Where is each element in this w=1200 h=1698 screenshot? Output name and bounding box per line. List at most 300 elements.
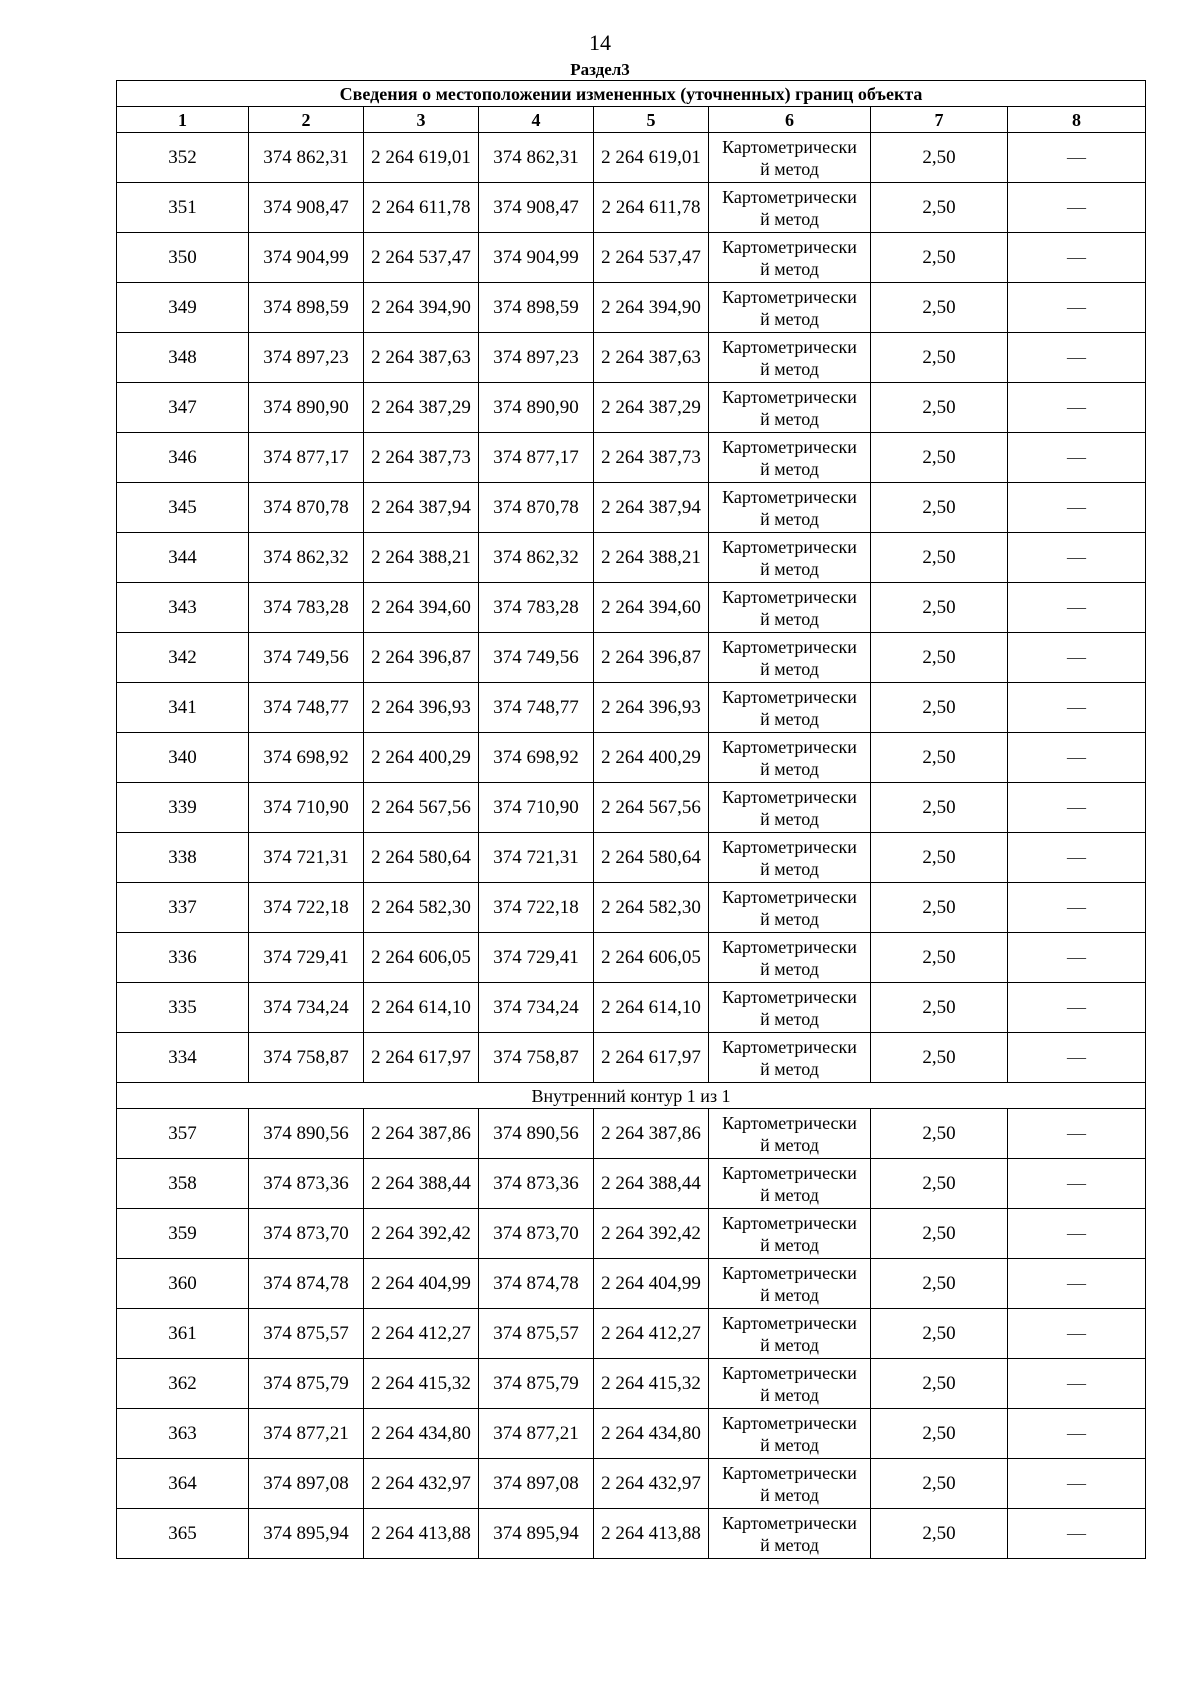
table-row [117,683,1146,733]
description-cell: — [1008,383,1146,433]
method-cell [709,483,871,533]
y-refined-cell: 2 264 606,05 [594,933,709,983]
precision-cell: 2,50 [871,783,1008,833]
description-cell: — [1008,783,1146,833]
description-cell: — [1008,1409,1146,1459]
column-header-row [117,107,1146,133]
x-existing-cell: 374 698,92 [249,733,364,783]
y-refined-cell: 2 264 404,99 [594,1259,709,1309]
coordinates-table [116,80,1146,1559]
y-existing-cell: 2 264 582,30 [364,883,479,933]
precision-cell: 2,50 [871,1033,1008,1083]
y-refined-cell: 2 264 394,90 [594,283,709,333]
point-number-cell: 335 [117,983,249,1033]
table-row [117,1033,1146,1083]
inner-contour-row [117,1083,1146,1109]
precision-cell: 2,50 [871,733,1008,783]
description-cell: — [1008,1109,1146,1159]
y-existing-cell: 2 264 580,64 [364,833,479,883]
point-number-cell: 338 [117,833,249,883]
method-text-line: Картометрически [722,536,857,557]
table-row [117,483,1146,533]
x-existing-cell: 374 877,21 [249,1409,364,1459]
point-number-cell: 363 [117,1409,249,1459]
precision-cell: 2,50 [871,933,1008,983]
x-refined-cell: 374 729,41 [479,933,594,983]
x-refined-cell: 374 890,56 [479,1109,594,1159]
y-existing-cell: 2 264 387,29 [364,383,479,433]
x-refined-cell: 374 873,36 [479,1159,594,1209]
table-title-row [117,81,1146,107]
column-header: 6 [709,107,871,133]
method-cell [709,833,871,883]
method-text-line: Картометрически [722,1362,857,1383]
point-number-cell: 346 [117,433,249,483]
y-existing-cell: 2 264 567,56 [364,783,479,833]
description-cell: — [1008,633,1146,683]
point-number-cell: 359 [117,1209,249,1259]
method-text-line: й метод [760,1284,819,1305]
method-text-line: Картометрически [722,136,857,157]
x-refined-cell: 374 748,77 [479,683,594,733]
method-text-line: Картометрически [722,936,857,957]
y-existing-cell: 2 264 611,78 [364,183,479,233]
x-refined-cell: 374 698,92 [479,733,594,783]
method-cell [709,1459,871,1509]
y-refined-cell: 2 264 582,30 [594,883,709,933]
method-text-line: Картометрически [722,1162,857,1183]
table-row [117,133,1146,183]
x-existing-cell: 374 877,17 [249,433,364,483]
x-existing-cell: 374 904,99 [249,233,364,283]
x-existing-cell: 374 722,18 [249,883,364,933]
precision-cell: 2,50 [871,1359,1008,1409]
y-refined-cell: 2 264 387,94 [594,483,709,533]
y-refined-cell: 2 264 617,97 [594,1033,709,1083]
description-cell: — [1008,583,1146,633]
method-text-line: й метод [760,1008,819,1029]
precision-cell: 2,50 [871,483,1008,533]
y-existing-cell: 2 264 388,44 [364,1159,479,1209]
description-cell: — [1008,183,1146,233]
method-text-line: Картометрически [722,436,857,457]
table-row [117,983,1146,1033]
method-text-line: й метод [760,258,819,279]
precision-cell: 2,50 [871,1109,1008,1159]
x-existing-cell: 374 875,57 [249,1309,364,1359]
precision-cell: 2,50 [871,383,1008,433]
y-refined-cell: 2 264 396,93 [594,683,709,733]
method-cell [709,533,871,583]
x-existing-cell: 374 749,56 [249,633,364,683]
description-cell: — [1008,1209,1146,1259]
method-cell [709,1359,871,1409]
method-cell [709,183,871,233]
table-row [117,333,1146,383]
method-text-line: Картометрически [722,886,857,907]
method-cell [709,333,871,383]
description-cell: — [1008,883,1146,933]
method-cell [709,133,871,183]
point-number-cell: 339 [117,783,249,833]
y-refined-cell: 2 264 387,73 [594,433,709,483]
table-row [117,833,1146,883]
x-refined-cell: 374 890,90 [479,383,594,433]
precision-cell: 2,50 [871,283,1008,333]
y-refined-cell: 2 264 412,27 [594,1309,709,1359]
method-text-line: Картометрически [722,1212,857,1233]
y-existing-cell: 2 264 434,80 [364,1409,479,1459]
table-row [117,283,1146,333]
point-number-cell: 362 [117,1359,249,1409]
table-row [117,1409,1146,1459]
y-existing-cell: 2 264 392,42 [364,1209,479,1259]
point-number-cell: 343 [117,583,249,633]
method-text-line: й метод [760,758,819,779]
method-cell [709,1309,871,1359]
point-number-cell: 349 [117,283,249,333]
method-text-line: й метод [760,608,819,629]
x-refined-cell: 374 722,18 [479,883,594,933]
column-header: 7 [871,107,1008,133]
precision-cell: 2,50 [871,883,1008,933]
y-existing-cell: 2 264 412,27 [364,1309,479,1359]
method-cell [709,583,871,633]
precision-cell: 2,50 [871,1159,1008,1209]
description-cell: — [1008,133,1146,183]
y-existing-cell: 2 264 619,01 [364,133,479,183]
y-existing-cell: 2 264 537,47 [364,233,479,283]
point-number-cell: 351 [117,183,249,233]
x-existing-cell: 374 898,59 [249,283,364,333]
method-cell [709,283,871,333]
point-number-cell: 348 [117,333,249,383]
method-cell [709,783,871,833]
x-refined-cell: 374 870,78 [479,483,594,533]
method-cell [709,383,871,433]
y-existing-cell: 2 264 415,32 [364,1359,479,1409]
method-text-line: й метод [760,358,819,379]
description-cell: — [1008,1033,1146,1083]
x-refined-cell: 374 721,31 [479,833,594,883]
method-text-line: й метод [760,1058,819,1079]
y-refined-cell: 2 264 396,87 [594,633,709,683]
point-number-cell: 361 [117,1309,249,1359]
method-text-line: й метод [760,858,819,879]
method-text-line: Картометрически [722,1412,857,1433]
x-refined-cell: 374 862,32 [479,533,594,583]
table-body [117,133,1146,1559]
precision-cell: 2,50 [871,983,1008,1033]
method-text-line: Картометрически [722,586,857,607]
method-text-line: й метод [760,1534,819,1555]
column-header: 8 [1008,107,1146,133]
method-text-line: й метод [760,408,819,429]
y-refined-cell: 2 264 434,80 [594,1409,709,1459]
table-row [117,883,1146,933]
y-refined-cell: 2 264 611,78 [594,183,709,233]
description-cell: — [1008,233,1146,283]
method-cell [709,1159,871,1209]
method-cell [709,1209,871,1259]
description-cell: — [1008,833,1146,883]
x-existing-cell: 374 758,87 [249,1033,364,1083]
table-row [117,233,1146,283]
column-header: 2 [249,107,364,133]
method-text-line: й метод [760,308,819,329]
x-refined-cell: 374 749,56 [479,633,594,683]
x-existing-cell: 374 897,23 [249,333,364,383]
method-text-line: Картометрически [722,736,857,757]
y-existing-cell: 2 264 387,86 [364,1109,479,1159]
x-existing-cell: 374 748,77 [249,683,364,733]
y-existing-cell: 2 264 394,90 [364,283,479,333]
table-row [117,183,1146,233]
method-cell [709,733,871,783]
column-header: 1 [117,107,249,133]
x-existing-cell: 374 873,70 [249,1209,364,1259]
method-text-line: Картометрически [722,1462,857,1483]
precision-cell: 2,50 [871,583,1008,633]
inner-contour-label: Внутренний контур 1 из 1 [117,1083,1146,1109]
point-number-cell: 345 [117,483,249,533]
table-row [117,533,1146,583]
description-cell: — [1008,733,1146,783]
method-text-line: й метод [760,808,819,829]
table-row [117,1309,1146,1359]
y-existing-cell: 2 264 396,87 [364,633,479,683]
method-text-line: Картометрически [722,1312,857,1333]
method-cell [709,1109,871,1159]
method-text-line: Картометрически [722,1512,857,1533]
description-cell: — [1008,1159,1146,1209]
method-text-line: Картометрически [722,186,857,207]
table-row [117,733,1146,783]
precision-cell: 2,50 [871,183,1008,233]
x-existing-cell: 374 862,31 [249,133,364,183]
x-refined-cell: 374 710,90 [479,783,594,833]
x-refined-cell: 374 783,28 [479,583,594,633]
point-number-cell: 344 [117,533,249,583]
table-row [117,633,1146,683]
table-row [117,933,1146,983]
method-text-line: Картометрически [722,986,857,1007]
method-text-line: й метод [760,908,819,929]
method-text-line: й метод [760,208,819,229]
table-row [117,1359,1146,1409]
method-text-line: Картометрически [722,336,857,357]
table-row [117,1209,1146,1259]
method-cell [709,933,871,983]
method-cell [709,433,871,483]
x-refined-cell: 374 874,78 [479,1259,594,1309]
x-refined-cell: 374 904,99 [479,233,594,283]
point-number-cell: 341 [117,683,249,733]
description-cell: — [1008,283,1146,333]
y-refined-cell: 2 264 619,01 [594,133,709,183]
table-title: Сведения о местоположении измененных (уточненных) границ объекта [117,81,1146,107]
x-existing-cell: 374 710,90 [249,783,364,833]
x-refined-cell: 374 908,47 [479,183,594,233]
description-cell: — [1008,533,1146,583]
point-number-cell: 336 [117,933,249,983]
x-refined-cell: 374 897,23 [479,333,594,383]
method-text-line: Картометрически [722,636,857,657]
x-existing-cell: 374 729,41 [249,933,364,983]
y-refined-cell: 2 264 394,60 [594,583,709,633]
y-refined-cell: 2 264 400,29 [594,733,709,783]
description-cell: — [1008,1359,1146,1409]
precision-cell: 2,50 [871,633,1008,683]
method-text-line: й метод [760,1384,819,1405]
description-cell: — [1008,1309,1146,1359]
y-existing-cell: 2 264 617,97 [364,1033,479,1083]
description-cell: — [1008,333,1146,383]
description-cell: — [1008,933,1146,983]
description-cell: — [1008,983,1146,1033]
precision-cell: 2,50 [871,133,1008,183]
table-row [117,1159,1146,1209]
x-existing-cell: 374 783,28 [249,583,364,633]
x-existing-cell: 374 862,32 [249,533,364,583]
point-number-cell: 357 [117,1109,249,1159]
x-existing-cell: 374 875,79 [249,1359,364,1409]
method-text-line: Картометрически [722,786,857,807]
method-text-line: й метод [760,1234,819,1255]
point-number-cell: 352 [117,133,249,183]
x-refined-cell: 374 862,31 [479,133,594,183]
x-refined-cell: 374 758,87 [479,1033,594,1083]
method-cell [709,233,871,283]
description-cell: — [1008,1459,1146,1509]
column-header: 4 [479,107,594,133]
y-refined-cell: 2 264 432,97 [594,1459,709,1509]
method-text-line: й метод [760,558,819,579]
method-text-line: Картометрически [722,386,857,407]
method-text-line: й метод [760,658,819,679]
precision-cell: 2,50 [871,433,1008,483]
column-header: 3 [364,107,479,133]
y-refined-cell: 2 264 415,32 [594,1359,709,1409]
x-existing-cell: 374 890,56 [249,1109,364,1159]
method-text-line: Картометрически [722,486,857,507]
y-refined-cell: 2 264 387,29 [594,383,709,433]
table-row [117,1259,1146,1309]
x-refined-cell: 374 897,08 [479,1459,594,1509]
method-text-line: Картометрически [722,836,857,857]
x-refined-cell: 374 877,17 [479,433,594,483]
method-cell [709,1509,871,1559]
point-number-cell: 347 [117,383,249,433]
y-refined-cell: 2 264 580,64 [594,833,709,883]
table-row [117,1459,1146,1509]
y-refined-cell: 2 264 614,10 [594,983,709,1033]
y-existing-cell: 2 264 413,88 [364,1509,479,1559]
method-cell [709,1409,871,1459]
point-number-cell: 364 [117,1459,249,1509]
y-refined-cell: 2 264 388,21 [594,533,709,583]
y-refined-cell: 2 264 392,42 [594,1209,709,1259]
x-refined-cell: 374 898,59 [479,283,594,333]
y-existing-cell: 2 264 404,99 [364,1259,479,1309]
method-text-line: й метод [760,158,819,179]
precision-cell: 2,50 [871,1209,1008,1259]
table-row [117,583,1146,633]
point-number-cell: 337 [117,883,249,933]
precision-cell: 2,50 [871,333,1008,383]
method-text-line: Картометрически [722,1036,857,1057]
x-refined-cell: 374 877,21 [479,1409,594,1459]
x-existing-cell: 374 890,90 [249,383,364,433]
y-refined-cell: 2 264 567,56 [594,783,709,833]
description-cell: — [1008,683,1146,733]
point-number-cell: 342 [117,633,249,683]
precision-cell: 2,50 [871,1459,1008,1509]
y-existing-cell: 2 264 388,21 [364,533,479,583]
precision-cell: 2,50 [871,833,1008,883]
method-cell [709,633,871,683]
method-cell [709,1259,871,1309]
table-row [117,783,1146,833]
method-text-line: Картометрически [722,1262,857,1283]
y-existing-cell: 2 264 606,05 [364,933,479,983]
method-text-line: й метод [760,1434,819,1455]
y-existing-cell: 2 264 400,29 [364,733,479,783]
method-text-line: Картометрически [722,236,857,257]
point-number-cell: 358 [117,1159,249,1209]
y-refined-cell: 2 264 413,88 [594,1509,709,1559]
precision-cell: 2,50 [871,1309,1008,1359]
point-number-cell: 350 [117,233,249,283]
precision-cell: 2,50 [871,683,1008,733]
description-cell: — [1008,483,1146,533]
y-existing-cell: 2 264 614,10 [364,983,479,1033]
y-existing-cell: 2 264 387,73 [364,433,479,483]
method-text-line: й метод [760,1134,819,1155]
method-text-line: й метод [760,508,819,529]
precision-cell: 2,50 [871,233,1008,283]
description-cell: — [1008,1259,1146,1309]
method-text-line: й метод [760,958,819,979]
precision-cell: 2,50 [871,1409,1008,1459]
method-cell [709,1033,871,1083]
y-refined-cell: 2 264 387,63 [594,333,709,383]
table-row [117,1509,1146,1559]
precision-cell: 2,50 [871,1259,1008,1309]
y-existing-cell: 2 264 387,63 [364,333,479,383]
description-cell: — [1008,433,1146,483]
x-existing-cell: 374 908,47 [249,183,364,233]
y-refined-cell: 2 264 387,86 [594,1109,709,1159]
x-existing-cell: 374 721,31 [249,833,364,883]
method-text-line: Картометрически [722,1112,857,1133]
x-refined-cell: 374 895,94 [479,1509,594,1559]
x-existing-cell: 374 734,24 [249,983,364,1033]
table-row [117,1109,1146,1159]
point-number-cell: 334 [117,1033,249,1083]
method-cell [709,683,871,733]
method-text-line: Картометрически [722,286,857,307]
y-existing-cell: 2 264 387,94 [364,483,479,533]
table-row [117,383,1146,433]
point-number-cell: 365 [117,1509,249,1559]
table-row [117,433,1146,483]
method-cell [709,983,871,1033]
description-cell: — [1008,1509,1146,1559]
x-refined-cell: 374 875,79 [479,1359,594,1409]
y-existing-cell: 2 264 394,60 [364,583,479,633]
precision-cell: 2,50 [871,533,1008,583]
